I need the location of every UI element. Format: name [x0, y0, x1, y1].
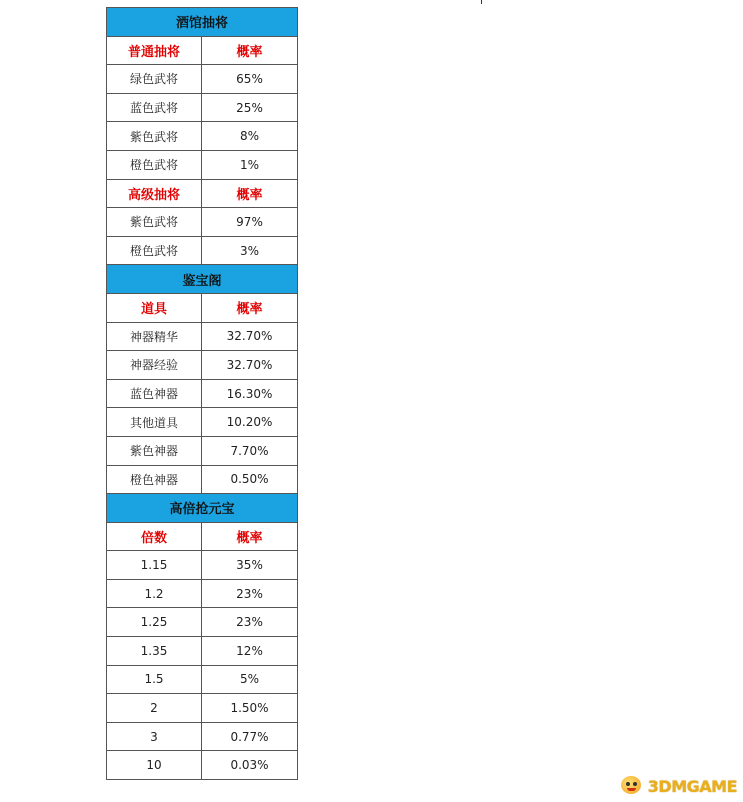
row-item-cell: 橙色武将: [107, 150, 202, 179]
watermark-text: 3DMGAME: [647, 776, 737, 796]
table-row: [107, 93, 298, 122]
row-probability-cell: 12%: [202, 637, 298, 666]
table-row: [107, 579, 298, 608]
row-probability-cell: 97%: [202, 208, 298, 237]
row-item-cell: 蓝色神器: [107, 379, 202, 408]
column-header-row: [107, 36, 298, 65]
watermark: [617, 774, 737, 798]
row-item-cell: 神器精华: [107, 322, 202, 351]
row-item-cell: 其他道具: [107, 408, 202, 437]
section-header-row: [107, 265, 298, 294]
table-row: [107, 637, 298, 666]
row-item-cell: 紫色武将: [107, 122, 202, 151]
row-item-cell: 1.5: [107, 665, 202, 694]
row-item-cell: 橙色神器: [107, 465, 202, 494]
section-title: 酒馆抽将: [107, 8, 298, 37]
table-row: [107, 408, 298, 437]
table-row: [107, 551, 298, 580]
row-probability-cell: 0.03%: [202, 751, 298, 780]
column-header-row: [107, 522, 298, 551]
table-row: [107, 751, 298, 780]
row-probability-cell: 65%: [202, 65, 298, 94]
column-header-probability: 概率: [202, 36, 298, 65]
table-row: [107, 436, 298, 465]
table-row: [107, 122, 298, 151]
row-probability-cell: 35%: [202, 551, 298, 580]
row-item-cell: 1.2: [107, 579, 202, 608]
table-row: [107, 465, 298, 494]
section-header-row: [107, 8, 298, 37]
column-header-probability: 概率: [202, 293, 298, 322]
probability-table: [106, 7, 298, 780]
table-row: [107, 351, 298, 380]
table-row: [107, 65, 298, 94]
table-row: [107, 236, 298, 265]
row-probability-cell: 32.70%: [202, 322, 298, 351]
row-probability-cell: 1.50%: [202, 694, 298, 723]
row-item-cell: 1.35: [107, 637, 202, 666]
column-header-probability: 概率: [202, 522, 298, 551]
table-row: [107, 150, 298, 179]
row-probability-cell: 3%: [202, 236, 298, 265]
row-probability-cell: 8%: [202, 122, 298, 151]
table-row: [107, 608, 298, 637]
row-probability-cell: 10.20%: [202, 408, 298, 437]
row-item-cell: 1.25: [107, 608, 202, 637]
column-header-item: 道具: [107, 293, 202, 322]
row-item-cell: 绿色武将: [107, 65, 202, 94]
row-item-cell: 3: [107, 722, 202, 751]
stray-mark: [481, 0, 482, 4]
column-header-row: [107, 179, 298, 208]
section-title: 高倍抢元宝: [107, 494, 298, 523]
mascot-logo-icon: [617, 774, 645, 798]
row-item-cell: 紫色神器: [107, 436, 202, 465]
table-row: [107, 208, 298, 237]
table-row: [107, 665, 298, 694]
row-probability-cell: 5%: [202, 665, 298, 694]
row-probability-cell: 0.50%: [202, 465, 298, 494]
row-item-cell: 2: [107, 694, 202, 723]
row-probability-cell: 1%: [202, 150, 298, 179]
row-probability-cell: 7.70%: [202, 436, 298, 465]
table-row: [107, 322, 298, 351]
row-item-cell: 橙色武将: [107, 236, 202, 265]
column-header-item: 倍数: [107, 522, 202, 551]
column-header-item: 高级抽将: [107, 179, 202, 208]
table-row: [107, 379, 298, 408]
row-item-cell: 10: [107, 751, 202, 780]
row-item-cell: 1.15: [107, 551, 202, 580]
row-probability-cell: 23%: [202, 608, 298, 637]
column-header-probability: 概率: [202, 179, 298, 208]
row-item-cell: 蓝色武将: [107, 93, 202, 122]
row-probability-cell: 32.70%: [202, 351, 298, 380]
column-header-item: 普通抽将: [107, 36, 202, 65]
section-title: 鉴宝阁: [107, 265, 298, 294]
section-header-row: [107, 494, 298, 523]
row-item-cell: 神器经验: [107, 351, 202, 380]
table-row: [107, 694, 298, 723]
probability-table-container: [106, 7, 298, 780]
row-probability-cell: 0.77%: [202, 722, 298, 751]
table-row: [107, 722, 298, 751]
probability-table-body: [107, 8, 298, 780]
row-item-cell: 紫色武将: [107, 208, 202, 237]
row-probability-cell: 25%: [202, 93, 298, 122]
column-header-row: [107, 293, 298, 322]
row-probability-cell: 16.30%: [202, 379, 298, 408]
row-probability-cell: 23%: [202, 579, 298, 608]
